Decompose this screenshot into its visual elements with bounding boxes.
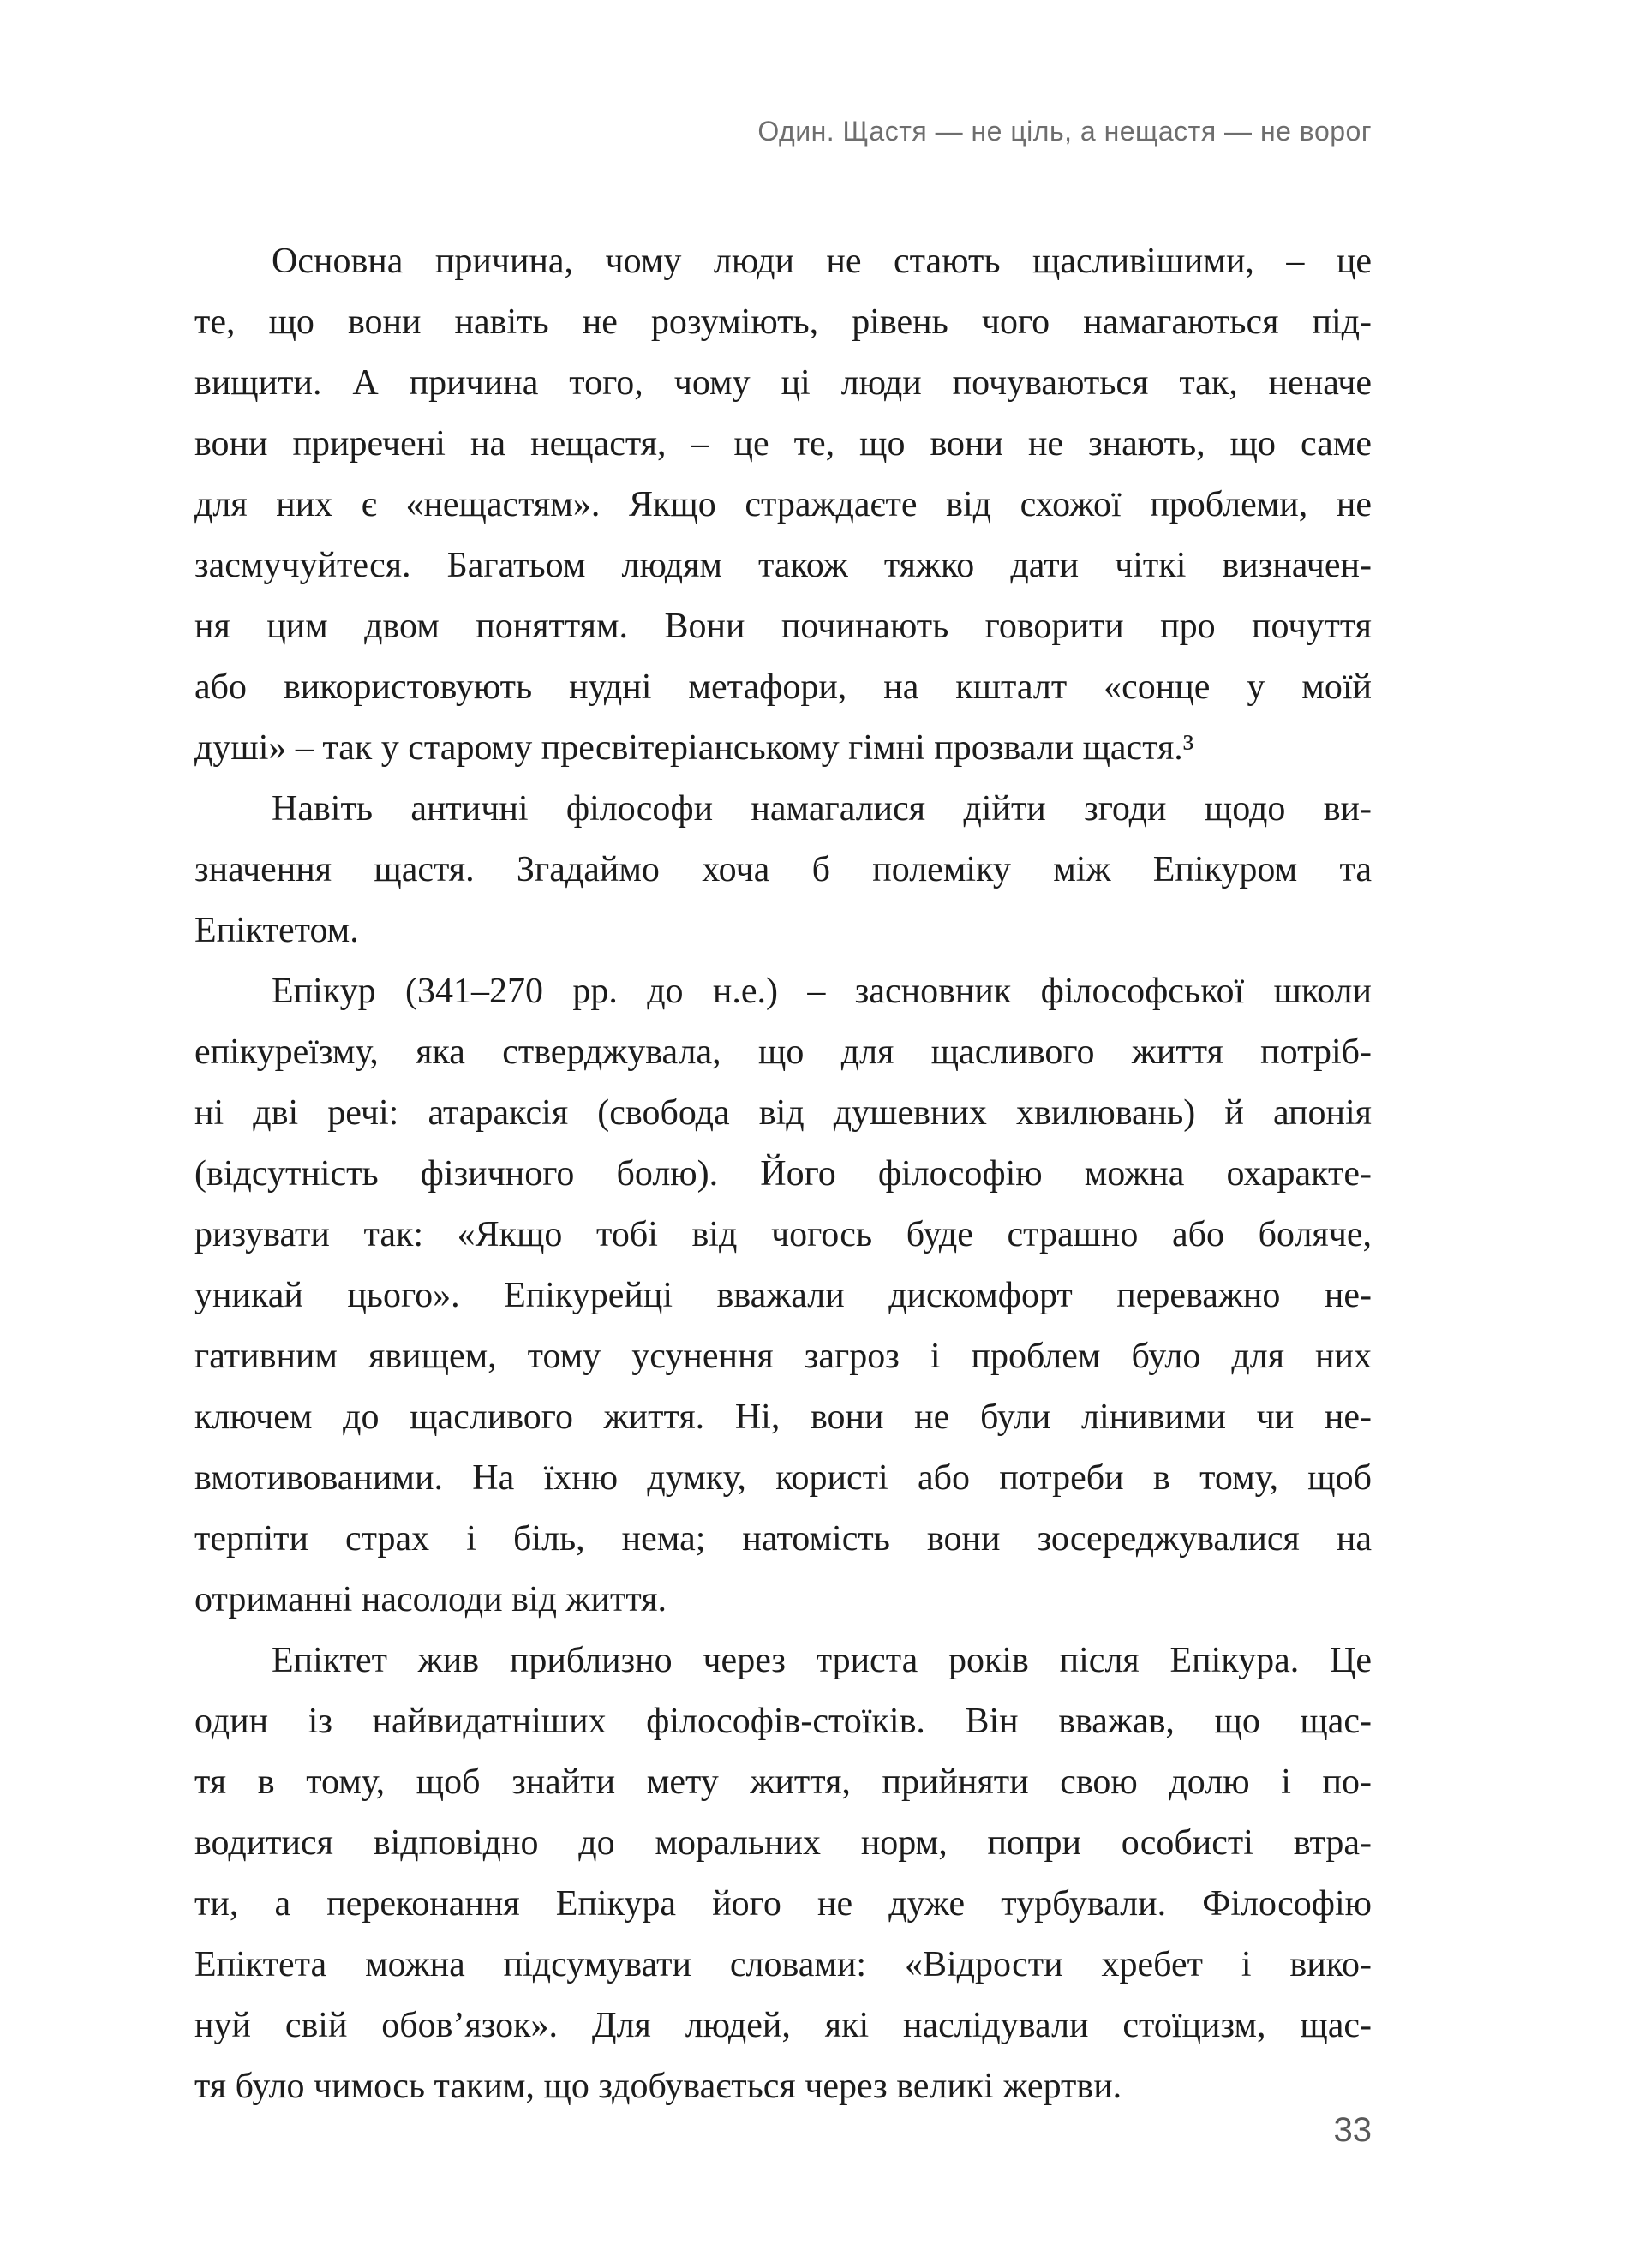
text-line: Основна причина, чому люди не стають щасливішими, – це <box>272 242 1372 281</box>
body-text <box>194 231 1372 2117</box>
paragraph <box>194 231 1372 779</box>
text-line: уникай цього». Епікурейці вважали дискомфорт переважно не- <box>194 1276 1372 1315</box>
text-line: Епіктета можна підсумувати словами: «Відрости хребет і вико- <box>194 1945 1372 1984</box>
text-line: водитися відповідно до моральних норм, попри особисті втра- <box>194 1823 1372 1863</box>
text-line: гативним явищем, тому усунення загроз і проблем було для них <box>194 1337 1372 1376</box>
text-line: для них є «нещастям». Якщо страждаєте від схожої проблеми, не <box>194 485 1372 524</box>
text-line: душі» – так у старому пресвітеріанському гімні прозвали щастя.³ <box>194 728 1194 768</box>
text-line: тя було чимось таким, що здобувається через великі жертви. <box>194 2067 1122 2106</box>
text-line: Епікур (341–270 рр. до н.е.) – засновник філософської школи <box>272 972 1372 1011</box>
page-number: 33 <box>1333 2111 1372 2149</box>
text-line: вони приречені на нещастя, – це те, що вони не знають, що саме <box>194 424 1372 464</box>
text-line: тя в тому, щоб знайти мету життя, прийняти свою долю і по- <box>194 1762 1372 1802</box>
text-line: ти, а переконання Епікура його не дуже турбували. Філософію <box>194 1884 1372 1924</box>
text-line: отриманні насолоди від життя. <box>194 1580 667 1619</box>
text-line: (відсутність фізичного болю). Його філософію можна охаракте- <box>194 1154 1372 1194</box>
text-line: або використовують нудні метафори, на кшталт «сонце у моїй <box>194 667 1372 707</box>
text-line: значення щастя. Згадаймо хоча б полеміку між Епікуром та <box>194 850 1372 889</box>
text-line: вмотивованими. На їхню думку, користі або потреби в тому, щоб <box>194 1458 1372 1498</box>
text-line: ня цим двом поняттям. Вони починають говорити про почуття <box>194 607 1372 646</box>
text-line: ключем до щасливого життя. Ні, вони не були лінивими чи не- <box>194 1397 1372 1437</box>
text-line: один із найвидатніших філософів-стоїків. Він вважав, що щас- <box>194 1702 1372 1741</box>
text-line: Епіктет жив приблизно через триста років після Епікура. Це <box>272 1641 1372 1680</box>
text-line: те, що вони навіть не розуміють, рівень чого намагаються під- <box>194 302 1372 342</box>
text-line: Епіктетом. <box>194 911 359 950</box>
text-line: Навіть античні філософи намагалися дійти згоди щодо ви- <box>272 789 1372 829</box>
paragraph <box>194 1631 1372 2117</box>
text-line: ні дві речі: атараксія (свобода від душевних хвилювань) й апонія <box>194 1093 1372 1133</box>
paragraph <box>194 779 1372 961</box>
running-header: Один. Щастя — не ціль, а нещастя — не ворог <box>757 116 1372 147</box>
text-line: нуй свій обов’язок». Для людей, які наслідували стоїцизм, щас- <box>194 2006 1372 2045</box>
text-line: ризувати так: «Якщо тобі від чогось буде страшно або боляче, <box>194 1215 1372 1254</box>
text-line: епікуреїзму, яка стверджувала, що для щасливого життя потріб- <box>194 1032 1372 1072</box>
paragraph <box>194 961 1372 1631</box>
text-line: засмучуйтеся. Багатьом людям також тяжко дати чіткі визначен- <box>194 546 1372 585</box>
text-line: вищити. А причина того, чому ці люди почуваються так, неначе <box>194 363 1372 403</box>
text-line: терпіти страх і біль, нема; натомість вони зосереджувалися на <box>194 1519 1372 1559</box>
